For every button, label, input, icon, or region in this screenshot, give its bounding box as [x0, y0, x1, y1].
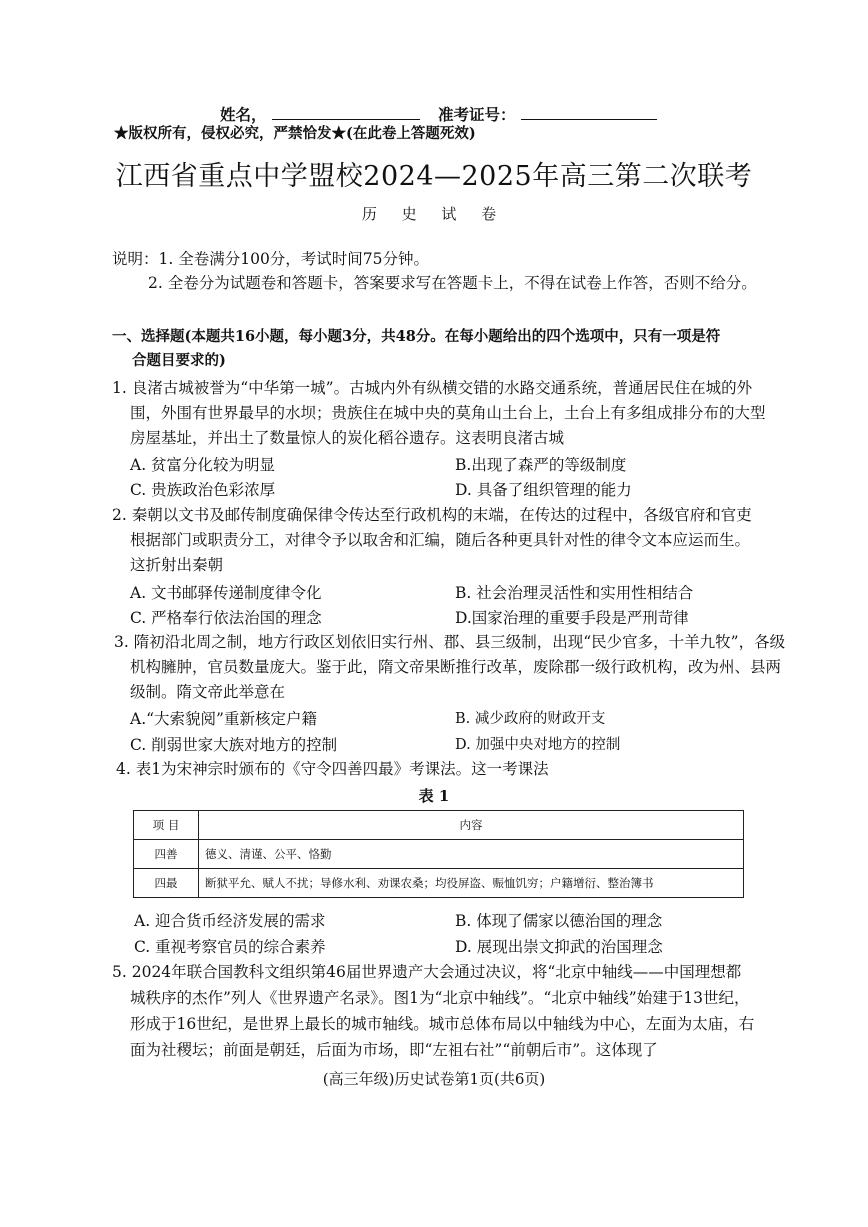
table-header-cell: 项 目: [134, 811, 199, 840]
q4-option-c: C. 重视考察官员的综合素养: [134, 938, 326, 956]
exam-number-label: 准考证号：: [438, 105, 516, 124]
q1-line: 房屋基址，并出土了数量惊人的炭化稻谷遗存。这表明良渚古城: [130, 429, 565, 447]
q5-line: 形成于16世纪，是世界上最长的城市轴线。城市总体布局以中轴线为中心，左面为太庙，右: [130, 1015, 755, 1033]
q1-option-c: C. 贵族政治色彩浓厚: [130, 481, 276, 499]
table-header-row: [134, 811, 744, 840]
table-1-caption: 表 1: [418, 787, 450, 805]
q2-line: 2. 秦朝以文书及邮传制度确保律令传达至行政机构的末端，在传达的过程中，各级官府和官吏: [112, 506, 752, 524]
q3-line: 机构臃肿，官员数量庞大。鉴于此，隋文帝果断推行改革，废除郡一级行政机构，改为州、县两: [130, 658, 782, 676]
table-1: [133, 810, 744, 898]
q4-line: 4. 表1为宋神宗时颁布的《守令四善四最》考课法。这一考课法: [116, 760, 549, 778]
q2-option-c: C. 严格奉行依法治国的理念: [130, 609, 322, 627]
table-row: [134, 869, 744, 898]
q5-line: 5. 2024年联合国教科文组织第46届世界遗产大会通过决议，将“北京中轴线——中国理想都: [112, 963, 742, 981]
table-cell: 四最: [134, 869, 199, 898]
page-footer: (高三年级)历史试卷第1页(共6页): [322, 1070, 546, 1088]
q4-option-a: A. 迎合货币经济发展的需求: [134, 912, 326, 930]
copyright-notice: ★版权所有，侵权必究，严禁恰发★(在此卷上答题死效): [114, 125, 476, 142]
name-label: 姓名，: [220, 105, 267, 124]
q2-option-d: D.国家治理的重要手段是严刑苛律: [455, 609, 689, 627]
q3-option-b: B. 减少政府的财政开支: [455, 711, 606, 727]
exam-subtitle: 历 史 试 卷: [361, 205, 507, 223]
q2-option-a: A. 文书邮驿传递制度律令化: [130, 584, 322, 602]
q2-option-b: B. 社会治理灵活性和实用性相结合: [455, 584, 694, 602]
q1-option-d: D. 具备了组织管理的能力: [455, 481, 632, 499]
q1-line: 围，外围有世界最早的水坝；贵族住在城中央的莫角山土台上，土台上有多组成排分布的大型: [130, 404, 766, 422]
section-1-heading-cont: 合题目要求的): [132, 352, 226, 369]
q3-option-a: A.“大索貌阅”重新核定户籍: [130, 710, 317, 728]
table-cell: 断狱平允、赋人不扰；导修水利、劝课农桑；均役屏盗、赈恤饥穷；户籍增衍、整治簿书: [199, 869, 744, 898]
q4-option-d: D. 展现出崇文抑武的治国理念: [455, 938, 663, 956]
table-cell: 德义、清谨、公平、恪勤: [199, 840, 744, 869]
q3-line: 级制。隋文帝此举意在: [130, 683, 286, 701]
q3-option-d: D. 加强中央对地方的控制: [455, 737, 621, 753]
name-label-row: [220, 103, 420, 125]
exam-number-field[interactable]: [521, 105, 657, 120]
instructions-line-2: 2. 全卷分为试题卷和答题卡，答案要求写在答题卡上，不得在试卷上作答，否则不给分。: [148, 274, 757, 292]
table-row: [134, 840, 744, 869]
exam-title: 江西省重点中学盟校2024—2025年高三第二次联考: [115, 161, 753, 192]
q3-line: 3. 隋初沿北周之制，地方行政区划依旧实行州、郡、县三级制，出现“民少官多，十羊九牧”，各级: [114, 633, 786, 651]
instructions-line-1: 说明：1. 全卷满分100分，考试时间75分钟。: [112, 250, 430, 268]
q5-line: 面为社稷坛；前面是朝廷，后面为市场，即“左祖右社”“前朝后市”。这体现了: [130, 1041, 658, 1059]
q3-option-c: C. 削弱世家大族对地方的控制: [130, 736, 338, 754]
table-cell: 四善: [134, 840, 199, 869]
q5-line: 城秩序的杰作”列人《世界遗产名录》。图1为“北京中轴线”。“北京中轴线”始建于13世纪，: [130, 989, 750, 1007]
q1-option-a: A. 贫富分化较为明显: [130, 456, 276, 474]
q1-line: 1. 良渚古城被誉为“中华第一城”。古城内外有纵横交错的水路交通系统，普通居民住在城的外: [112, 379, 753, 397]
name-field[interactable]: [272, 105, 420, 120]
q2-line: 根据部门或职责分工，对律令予以取舍和汇编，随后各种更具针对性的律令文本应运而生。: [130, 531, 751, 549]
table-header-cell: 内容: [199, 811, 744, 840]
section-1-heading: 一、选择题(本题共16小题，每小题3分，共48分。在每小题给出的四个选项中，只有一项是符: [112, 328, 721, 345]
exam-number-row: [438, 103, 657, 125]
q1-option-b: B.出现了森严的等级制度: [455, 456, 627, 474]
q2-line: 这折射出秦朝: [130, 556, 224, 574]
q4-option-b: B. 体现了儒家以德治国的理念: [455, 912, 663, 930]
